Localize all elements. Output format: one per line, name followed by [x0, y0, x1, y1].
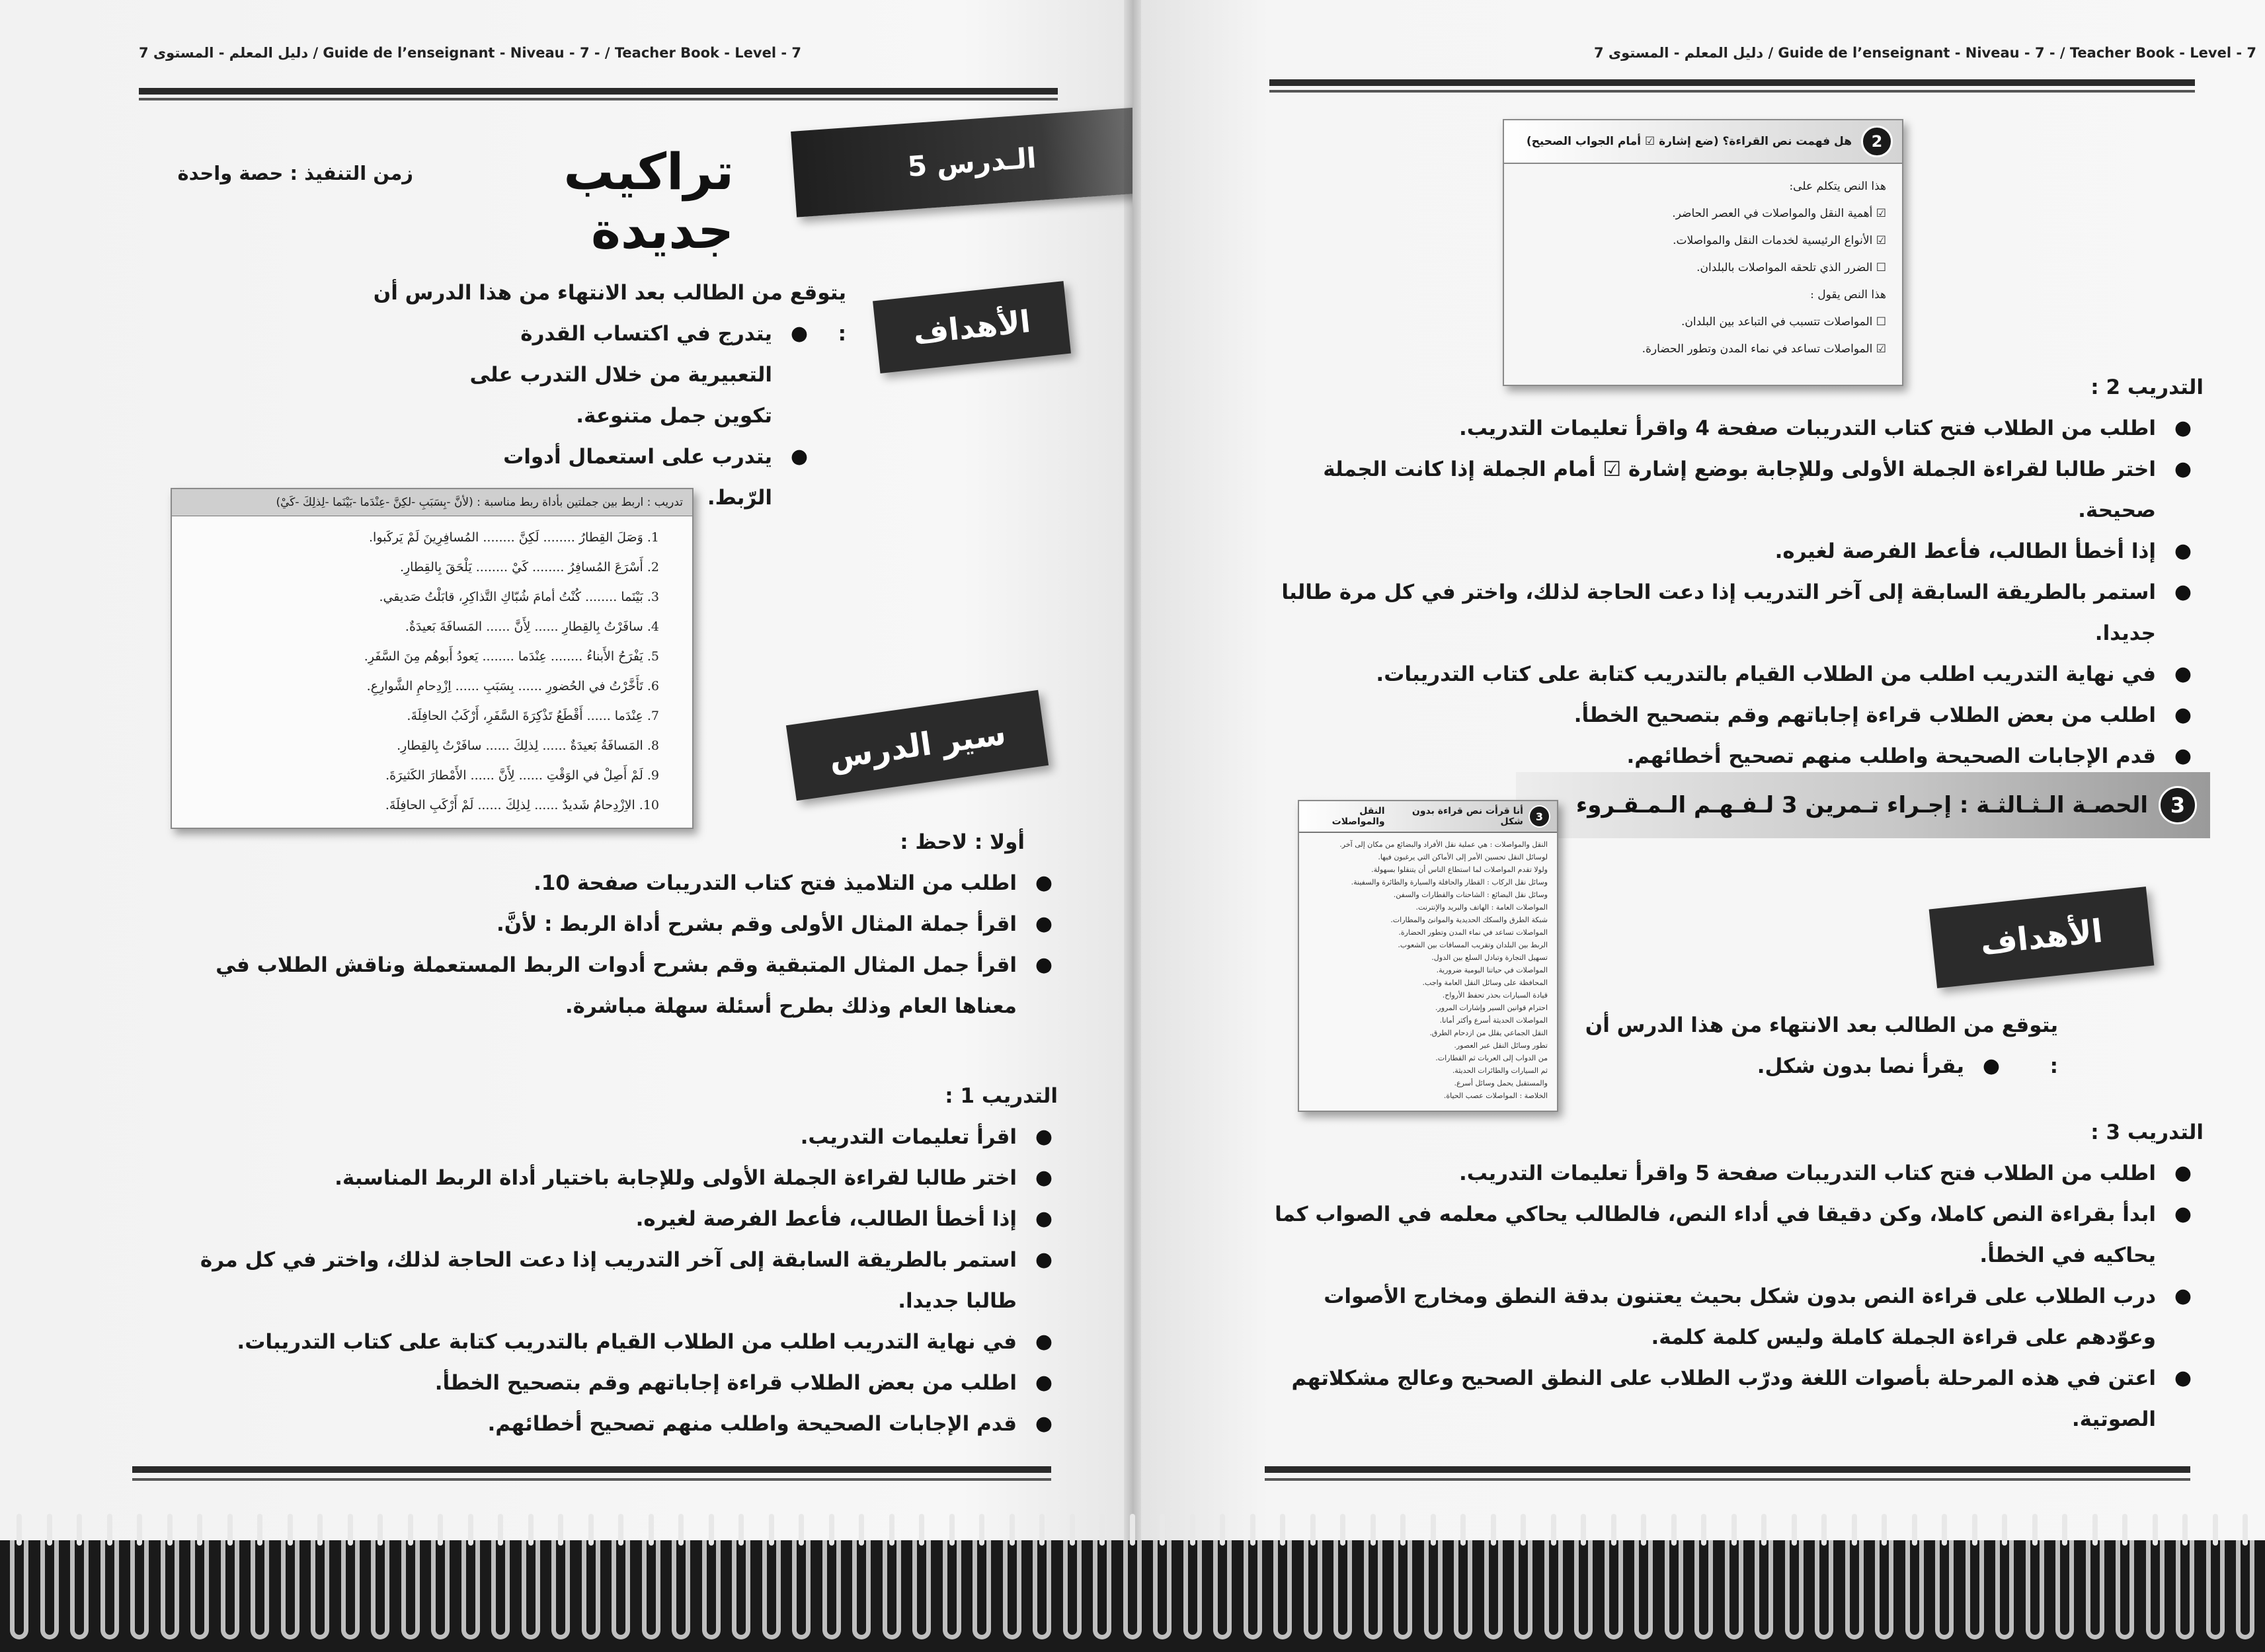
- exercise-line: 7. عِنْدَما ...... أَقْطَعُ تَذْكِرَةَ السَّفَرِ، أَرْكَبُ الحافِلَةَ.: [407, 709, 659, 723]
- reading-line: ولولا تقدم المواصلات لما استطاع الناس أن يتنقلوا بسهولة.: [1371, 865, 1548, 874]
- reading-box-header: [1299, 801, 1557, 833]
- spiral-ring: [190, 1540, 209, 1639]
- spiral-ring: [1424, 1540, 1443, 1639]
- quiz-option[interactable]: [1520, 255, 1886, 282]
- spiral-ring: [1244, 1540, 1262, 1639]
- exercise-title: تدريب : اربط بين جملتين بأداة ربط مناسبة : (لأنَّ -بِسَبَبِ -لكِنَّ -عِنْدَما -بَيْنَما -لِذلِكَ -كَيْ): [172, 489, 692, 516]
- spiral-ring: [1845, 1540, 1864, 1639]
- spiral-ring: [702, 1540, 721, 1639]
- drill2-title: التدريب 2 :: [2090, 375, 2204, 399]
- step-item: ● اختر طالبا لقراءة الجملة الأولى وللإجابة بوضع إشارة ☑ أمام الجملة إذا كانت الجملة صحيحة.: [1265, 449, 2197, 531]
- exercise-line: 5. يَفْرَحُ الأَبناءُ ........ عِنْدَما ........ يَعودُ أَبوهُم مِنَ السَّفَرِ.: [364, 649, 659, 664]
- spiral-ring: [1213, 1540, 1232, 1639]
- step-item: ● قدم الإجابات الصحيحة واطلب منهم تصحيح أخطائهم.: [169, 1403, 1058, 1444]
- right-footer-rule: [1265, 1466, 2190, 1473]
- session-bar: [1516, 772, 2210, 838]
- step-item: ● ابدأ بقراءة النص كاملا، وكن دقيقا في أداء النص، فالطالب يحاكي معلمه في الصواب كما يحاكيه في الخطأ.: [1265, 1194, 2197, 1276]
- spiral-ring: [100, 1540, 119, 1639]
- spiral-ring: [130, 1540, 149, 1639]
- checkbox-checked-icon[interactable]: ☑: [1876, 342, 1886, 356]
- spiral-ring: [852, 1540, 871, 1639]
- exercise-line: 4. سافَرْتُ بِالقِطارِ ...... لِأَنَّ ...... المَسافَةَ بَعيدَةٌ.: [405, 619, 659, 634]
- exercise-line: 3. بَيْنَما ........ كُنْتُ أمامَ شُبّاكِ التَّذاكِرِ، قابَلْتُ صَديقي.: [379, 590, 659, 604]
- spiral-ring: [1364, 1540, 1382, 1639]
- first-note-title: أولا : لاحظ :: [900, 830, 1025, 854]
- reading-line: المواصلات في حياتنا اليومية ضرورية.: [1436, 966, 1548, 974]
- exercise-line: 6. تَأَخَّرْتُ في الحُضورِ ...... بِسَبَبِ ...... اِزْدِحامِ الشَّوارِعِ.: [366, 679, 659, 693]
- spiral-ring: [732, 1540, 750, 1639]
- quiz-question-1: هذا النص يتكلم على:: [1789, 180, 1886, 193]
- objectives-label: الأهداف: [1978, 912, 2105, 963]
- spiral-ring: [1484, 1540, 1503, 1639]
- spiral-ring: [311, 1540, 329, 1639]
- objectives-label: الأهداف: [911, 303, 1033, 352]
- spiral-ring: [161, 1540, 179, 1639]
- spiral-ring: [491, 1540, 510, 1639]
- reading-line: شبكة الطرق والسكك الحديدية والموانئ والمطارات.: [1390, 916, 1548, 924]
- spiral-ring: [1093, 1540, 1111, 1639]
- reading-line: لوسائل النقل تحسين الأمر إلى الأماكن التي يرغبون فيها.: [1378, 853, 1548, 861]
- quiz-title: هل فهمت نص القراءة؟ (ضع إشارة ☑ أمام الجواب الصحيح): [1526, 135, 1852, 148]
- step-item: ● اقرأ تعليمات التدريب.: [169, 1117, 1058, 1158]
- exercise-line: 9. لَمْ أَصِلْ في الوَقْتِ ...... لِأَنَّ ...... الأَمْطارَ الكَثيرَةَ.: [385, 768, 659, 783]
- reading-line: تطور وسائل النقل عبر العصور.: [1454, 1041, 1548, 1050]
- spiral-ring: [341, 1540, 360, 1639]
- spiral-ring: [642, 1540, 660, 1639]
- session-number-badge: 3: [2159, 786, 2197, 824]
- spiral-ring: [522, 1540, 540, 1639]
- lesson-flow-label: سير الدرس: [826, 715, 1008, 776]
- comprehension-quiz-box: [1503, 119, 1903, 386]
- reading-line: المواصلات العامة : الهاتف والبريد والإنترنت.: [1415, 903, 1548, 912]
- spiral-ring: [1394, 1540, 1412, 1639]
- spiral-ring: [1304, 1540, 1322, 1639]
- spiral-binding: [0, 1540, 2265, 1652]
- step-item: ● قدم الإجابات الصحيحة واطلب منهم تصحيح أخطائهم.: [1265, 736, 2197, 777]
- spiral-ring: [1725, 1540, 1743, 1639]
- spiral-ring: [612, 1540, 630, 1639]
- spiral-ring: [1183, 1540, 1202, 1639]
- spiral-ring: [281, 1540, 299, 1639]
- spiral-ring: [1995, 1540, 2014, 1639]
- quiz-question-2: هذا النص يقول :: [1810, 288, 1886, 301]
- spiral-ring: [2146, 1540, 2165, 1639]
- reading-line: المواصلات الحديثة أسرع وأكثر أمانا.: [1439, 1016, 1548, 1025]
- left-footer-rule: [132, 1466, 1051, 1473]
- spiral-ring: [1123, 1540, 1142, 1639]
- spiral-ring: [40, 1540, 59, 1639]
- spiral-ring: [10, 1540, 28, 1639]
- objectives-banner: [1929, 886, 2155, 988]
- left-header-rule: [139, 88, 1058, 95]
- objectives-list: [1728, 1046, 2005, 1087]
- lesson-number-label: الـدرس 5: [906, 141, 1037, 183]
- spiral-ring: [1454, 1540, 1472, 1639]
- spiral-ring: [2055, 1540, 2074, 1639]
- reading-box-subtitle: أنا قرأت نص قراءة بدون شكل: [1411, 806, 1523, 827]
- spiral-ring: [401, 1540, 420, 1639]
- left-header-rule-thin: [139, 98, 1058, 100]
- reading-line: قيادة السيارات بحذر تحفظ الأرواح.: [1442, 991, 1548, 1000]
- reading-number-badge: 3: [1529, 805, 1550, 828]
- quiz-option[interactable]: [1520, 200, 1886, 227]
- quiz-header: [1504, 120, 1902, 164]
- exercise-line: 1. وَصَلَ القِطارُ ........ لَكِنَّ ........ المُسافِرِينَ لَمْ يَركَبوا.: [369, 530, 659, 545]
- step-item: ● اعتن في هذه المرحلة بأصوات اللغة ودرّب الطلاب على النطق الصحيح وعالج مشكلاتهم الصوتية.: [1265, 1358, 2197, 1440]
- step-item: ● اطلب من الطلاب فتح كتاب التدريبات صفحة 5 واقرأ تعليمات التدريب.: [1265, 1153, 2197, 1194]
- reading-line: المواصلات تساعد في نماء المدن وتطور الحضارة.: [1398, 928, 1548, 937]
- spiral-ring: [2206, 1540, 2225, 1639]
- right-footer-rule-thin: [1265, 1478, 2190, 1481]
- step-item: ● إذا أخطأ الطالب، فأعط الفرصة لغيره.: [1265, 531, 2197, 572]
- spiral-ring: [1273, 1540, 1292, 1639]
- step-item: ● اقرأ جمل المثال المتبقية وقم بشرح أدوات الربط المستعملة وناقش الطلاب في معناها العام وذلك بطرح أسئلة سهلة مباشرة.: [169, 945, 1058, 1027]
- reading-line: وسائل نقل البضائع : الشاحنات والقطارات والسفن.: [1393, 890, 1548, 899]
- lesson-duration: زمن التنفيذ : حصة واحدة: [177, 162, 413, 184]
- drill1-title: التدريب 1 :: [945, 1084, 1058, 1108]
- step-item: ● في نهاية التدريب اطلب من الطلاب القيام بالتدريب كتابة على كتاب التدريبات.: [169, 1321, 1058, 1362]
- exercise-line: 10. الاِزْدِحامُ شَديدٌ ...... لِذلِكَ ...... لَمْ أَرْكَبِ الحافِلَةَ.: [385, 798, 659, 812]
- step-item: ● اطلب من بعض الطلاب قراءة إجاباتهم وقم بتصحيح الخطأ.: [169, 1362, 1058, 1403]
- objective-item: ● يتدرب على استعمال أدوات الرّبط.: [436, 436, 813, 518]
- spiral-ring: [1966, 1540, 1984, 1639]
- spiral-ring: [70, 1540, 89, 1639]
- spiral-ring: [1153, 1540, 1172, 1639]
- spiral-ring: [1755, 1540, 1773, 1639]
- spiral-ring: [431, 1540, 450, 1639]
- spiral-ring: [912, 1540, 931, 1639]
- drill2-steps-list: [1265, 408, 2197, 777]
- reading-line: ثم السيارات والطائرات الحديثة.: [1452, 1066, 1548, 1075]
- reading-box-body: [1299, 833, 1557, 1107]
- checkbox-checked-icon[interactable]: ☑: [1876, 207, 1886, 220]
- spiral-ring: [762, 1540, 781, 1639]
- quiz-number-badge: 2: [1861, 126, 1893, 157]
- spiral-ring: [1935, 1540, 1954, 1639]
- spiral-ring: [2086, 1540, 2104, 1639]
- lesson-flow-banner: [786, 690, 1049, 801]
- quiz-option-text: المواصلات تتسبب في التباعد بين البلدان.: [1681, 315, 1873, 329]
- spiral-ring: [1574, 1540, 1593, 1639]
- spiral-ring: [1033, 1540, 1051, 1639]
- right-header-rule: [1269, 79, 2195, 86]
- connector-exercise-box: [171, 488, 694, 829]
- spiral-ring: [1665, 1540, 1683, 1639]
- spiral-ring: [1605, 1540, 1623, 1639]
- spiral-ring: [1063, 1540, 1082, 1639]
- spiral-ring: [943, 1540, 961, 1639]
- objective-item: ● يتدرج في اكتساب القدرة التعبيرية من خلال التدرب على تكوين جمل متنوعة.: [436, 313, 813, 436]
- objective-item: ● يقرأ نصا بدون شكل.: [1728, 1046, 2005, 1087]
- exercise-line: 2. أَسْرَعَ المُسافِرُ ........ كَيْ ........ يَلْحَقَ بِالقِطارِ.: [399, 560, 659, 574]
- checkbox-empty-icon[interactable]: ☐: [1876, 315, 1886, 329]
- spiral-ring: [672, 1540, 690, 1639]
- spiral-ring: [1815, 1540, 1833, 1639]
- reading-line: الخلاصة : المواصلات عصب الحياة.: [1443, 1091, 1548, 1100]
- quiz-option[interactable]: [1520, 336, 1886, 363]
- book-spine: [1124, 0, 1141, 1540]
- spiral-ring: [1544, 1540, 1563, 1639]
- quiz-option-text: أهمية النقل والمواصلات في العصر الحاضر.: [1672, 207, 1873, 220]
- left-header: دليل المعلم - المستوى 7 / Guide de l’enseignant - Niveau - 7 - / Teacher Book - Level - 7: [139, 45, 801, 61]
- spiral-ring: [2026, 1540, 2044, 1639]
- exercise-lines: [172, 516, 692, 820]
- spiral-ring: [883, 1540, 901, 1639]
- step-item: ● اطلب من الطلاب فتح كتاب التدريبات صفحة 4 واقرأ تعليمات التدريب.: [1265, 408, 2197, 449]
- spiral-ring: [1333, 1540, 1352, 1639]
- objectives-intro: يتوقع من الطالب بعد الانتهاء من هذا الدرس أن :: [373, 281, 846, 346]
- spiral-ring: [1003, 1540, 1021, 1639]
- spiral-ring: [1634, 1540, 1653, 1639]
- spiral-ring: [371, 1540, 389, 1639]
- exercise-line: 8. المَسافَةُ بَعيدَةٌ ...... لِذلِكَ ...... سافَرْتُ بِالقِطارِ.: [397, 738, 659, 753]
- reading-line: المحافظة على وسائل النقل العامة واجب.: [1422, 978, 1548, 987]
- spiral-ring: [2236, 1540, 2254, 1639]
- step-item: ● اختر طالبا لقراءة الجملة الأولى وللإجابة باختيار أداة الربط المناسبة.: [169, 1158, 1058, 1199]
- quiz-option[interactable]: [1520, 309, 1886, 336]
- right-page: [1132, 0, 2265, 1540]
- spiral-ring: [2176, 1540, 2194, 1639]
- reading-line: النقل والمواصلات : هي عملية نقل الأفراد والبضائع من مكان إلى آخر.: [1339, 840, 1548, 849]
- spiral-ring: [2116, 1540, 2134, 1639]
- reading-line: احترام قوانين السير وإشارات المرور.: [1435, 1003, 1548, 1012]
- checkbox-checked-icon[interactable]: ☑: [1876, 234, 1886, 247]
- drill3-steps-list: [1265, 1153, 2197, 1440]
- spiral-ring: [582, 1540, 600, 1639]
- step-item: ● اقرأ جملة المثال الأولى وقم بشرح أداة الربط : لأنَّ.: [169, 904, 1058, 945]
- drill3-title: التدريب 3 :: [2090, 1121, 2204, 1144]
- session-title: الحصـة الـثـالثـة : إجـراء تـمرين 3 لـفـهـم الـمـقـروء: [1575, 792, 2148, 818]
- step-item: ● استمر بالطريقة السابقة إلى آخر التدريب إذا دعت الحاجة لذلك، واختر في كل مرة طالبا جديدا.: [1265, 572, 2197, 654]
- lesson-title: تراكيب جديدة: [563, 142, 734, 260]
- first-steps-list: [169, 863, 1058, 1027]
- spiral-ring: [1905, 1540, 1924, 1639]
- right-header-rule-thin: [1269, 90, 2195, 93]
- spiral-ring: [973, 1540, 991, 1639]
- checkbox-empty-icon[interactable]: ☐: [1876, 261, 1886, 274]
- spiral-ring: [221, 1540, 239, 1639]
- quiz-option-text: المواصلات تساعد في نماء المدن وتطور الحضارة.: [1642, 342, 1873, 356]
- quiz-option-text: الضرر الذي تلحقه المواصلات بالبلدان.: [1696, 261, 1873, 274]
- reading-line: من الدواب إلى العربات ثم القطارات.: [1435, 1054, 1548, 1062]
- left-footer-rule-thin: [132, 1478, 1051, 1481]
- spiral-ring: [461, 1540, 480, 1639]
- step-item: ● إذا أخطأ الطالب، فأعط الفرصة لغيره.: [169, 1199, 1058, 1239]
- step-item: ● اطلب من بعض الطلاب قراءة إجاباتهم وقم بتصحيح الخطأ.: [1265, 695, 2197, 736]
- spiral-ring: [1514, 1540, 1532, 1639]
- drill1-steps-list: [169, 1117, 1058, 1444]
- reading-line: تسهيل التجارة وتبادل السلع بين الدول.: [1431, 953, 1548, 962]
- step-item: ● استمر بالطريقة السابقة إلى آخر التدريب إذا دعت الحاجة لذلك، واختر في كل مرة طالبا جديدا.: [169, 1239, 1058, 1321]
- objectives-banner: [873, 281, 1071, 374]
- reading-line: النقل الجماعي يقلل من ازدحام الطرق.: [1429, 1029, 1548, 1037]
- step-item: ● درب الطلاب على قراءة النص بدون شكل بحيث يعتنون بدقة النطق ومخارج الأصوات وعوّدهم على قراءة الجملة كاملة وليس كلمة كلمة.: [1265, 1276, 2197, 1358]
- spiral-ring: [251, 1540, 269, 1639]
- step-item: ● اطلب من التلاميذ فتح كتاب التدريبات صفحة 10.: [169, 863, 1058, 904]
- spiral-ring: [551, 1540, 570, 1639]
- spiral-ring: [822, 1540, 841, 1639]
- quiz-option[interactable]: [1520, 227, 1886, 255]
- spiral-ring: [1694, 1540, 1713, 1639]
- spiral-ring: [792, 1540, 811, 1639]
- right-header: دليل المعلم - المستوى 7 / Guide de l’enseignant - Niveau - 7 - / Teacher Book - Level - 7: [1594, 45, 2256, 61]
- reading-line: وسائل نقل الركاب : القطار والحافلة والسيارة والطائرة والسفينة.: [1351, 878, 1548, 886]
- spiral-ring: [1875, 1540, 1893, 1639]
- quiz-option-text: الأنواع الرئيسية لخدمات النقل والمواصلات.: [1673, 234, 1873, 247]
- spiral-ring: [1785, 1540, 1804, 1639]
- objectives-intro: يتوقع من الطالب بعد الانتهاء من هذا الدرس أن :: [1585, 1013, 2058, 1078]
- reading-line: والمستقبل يحمل وسائل أسرع.: [1454, 1079, 1548, 1087]
- reading-box-title: النقل والمواصلات: [1331, 806, 1385, 827]
- step-item: ● في نهاية التدريب اطلب من الطلاب القيام بالتدريب كتابة على كتاب التدريبات.: [1265, 654, 2197, 695]
- reading-text-box: [1298, 800, 1558, 1112]
- lesson-number-banner: [791, 106, 1153, 217]
- left-page: [0, 0, 1132, 1540]
- reading-line: الربط بين البلدان وتقريب المسافات بين الشعوب.: [1398, 941, 1548, 949]
- quiz-body: [1504, 164, 1902, 372]
